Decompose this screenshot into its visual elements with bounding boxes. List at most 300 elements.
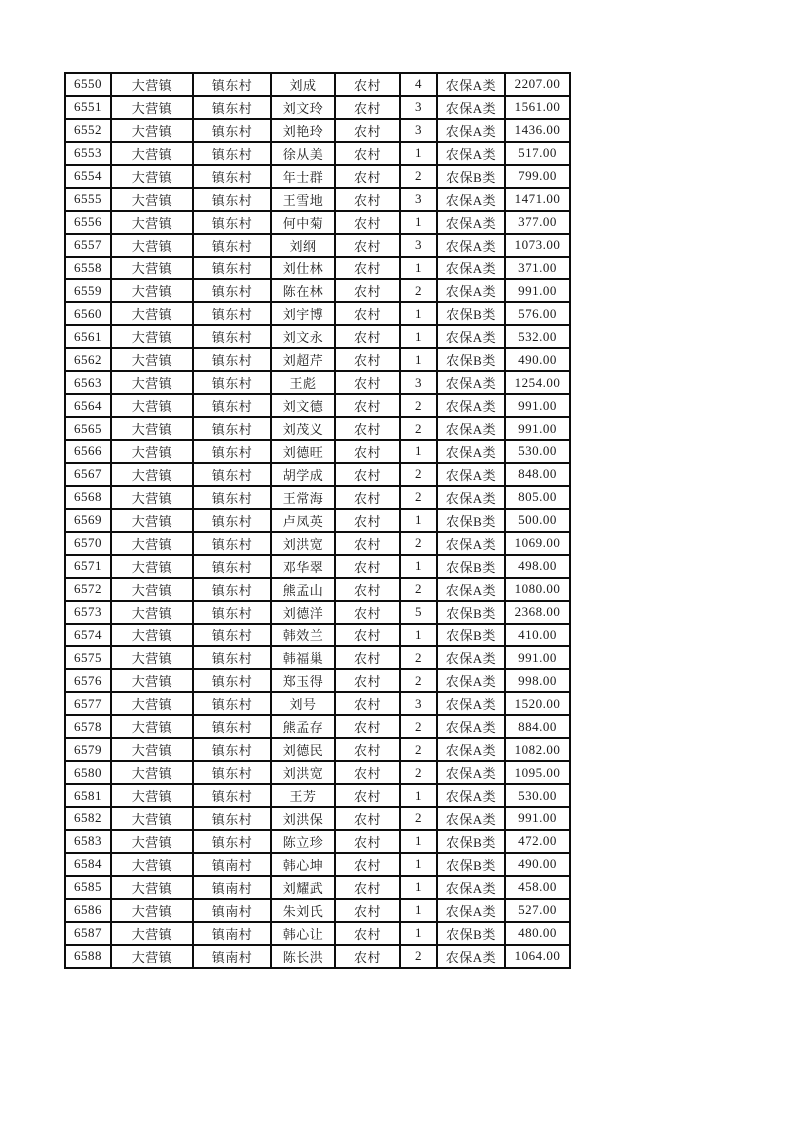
name-cell: 刘德民 (271, 738, 335, 761)
village-cell: 镇东村 (193, 371, 271, 394)
category-cell: 农保B类 (437, 555, 505, 578)
category-cell: 农保B类 (437, 165, 505, 188)
serial-cell: 6554 (65, 165, 111, 188)
village-cell: 镇东村 (193, 234, 271, 257)
village-cell: 镇东村 (193, 578, 271, 601)
residence-cell: 农村 (335, 394, 400, 417)
table-row (65, 601, 570, 624)
village-cell: 镇南村 (193, 853, 271, 876)
amount-cell: 799.00 (505, 165, 570, 188)
category-cell: 农保A类 (437, 738, 505, 761)
town-cell: 大营镇 (111, 715, 193, 738)
table-row (65, 555, 570, 578)
name-cell: 王芳 (271, 784, 335, 807)
village-cell: 镇东村 (193, 440, 271, 463)
category-cell: 农保A类 (437, 142, 505, 165)
residence-cell: 农村 (335, 715, 400, 738)
amount-cell: 1095.00 (505, 761, 570, 784)
persons-cell: 3 (400, 188, 437, 211)
category-cell: 农保B类 (437, 302, 505, 325)
residence-cell: 农村 (335, 601, 400, 624)
town-cell: 大营镇 (111, 188, 193, 211)
category-cell: 农保A类 (437, 440, 505, 463)
residence-cell: 农村 (335, 784, 400, 807)
name-cell: 陈立珍 (271, 830, 335, 853)
persons-cell: 2 (400, 279, 437, 302)
amount-cell: 1561.00 (505, 96, 570, 119)
persons-cell: 2 (400, 738, 437, 761)
name-cell: 陈在林 (271, 279, 335, 302)
amount-cell: 480.00 (505, 922, 570, 945)
category-cell: 农保A类 (437, 417, 505, 440)
name-cell: 刘纲 (271, 234, 335, 257)
category-cell: 农保A类 (437, 578, 505, 601)
amount-cell: 1064.00 (505, 945, 570, 968)
category-cell: 农保A类 (437, 188, 505, 211)
category-cell: 农保A类 (437, 211, 505, 234)
persons-cell: 5 (400, 601, 437, 624)
village-cell: 镇东村 (193, 73, 271, 96)
amount-cell: 371.00 (505, 257, 570, 280)
town-cell: 大营镇 (111, 669, 193, 692)
town-cell: 大营镇 (111, 784, 193, 807)
category-cell: 农保A类 (437, 119, 505, 142)
serial-cell: 6588 (65, 945, 111, 968)
village-cell: 镇南村 (193, 945, 271, 968)
category-cell: 农保A类 (437, 96, 505, 119)
category-cell: 农保A类 (437, 257, 505, 280)
table-row (65, 646, 570, 669)
category-cell: 农保A类 (437, 234, 505, 257)
residence-cell: 农村 (335, 371, 400, 394)
persons-cell: 2 (400, 394, 437, 417)
serial-cell: 6561 (65, 325, 111, 348)
table-row (65, 807, 570, 830)
table-row (65, 211, 570, 234)
category-cell: 农保A类 (437, 761, 505, 784)
category-cell: 农保A类 (437, 899, 505, 922)
persons-cell: 1 (400, 440, 437, 463)
village-cell: 镇东村 (193, 738, 271, 761)
amount-cell: 527.00 (505, 899, 570, 922)
serial-cell: 6551 (65, 96, 111, 119)
residence-cell: 农村 (335, 738, 400, 761)
table-row (65, 119, 570, 142)
town-cell: 大营镇 (111, 257, 193, 280)
village-cell: 镇东村 (193, 807, 271, 830)
table-row (65, 417, 570, 440)
serial-cell: 6569 (65, 509, 111, 532)
village-cell: 镇东村 (193, 692, 271, 715)
category-cell: 农保B类 (437, 922, 505, 945)
name-cell: 刘宇博 (271, 302, 335, 325)
village-cell: 镇东村 (193, 715, 271, 738)
serial-cell: 6553 (65, 142, 111, 165)
amount-cell: 517.00 (505, 142, 570, 165)
residence-cell: 农村 (335, 257, 400, 280)
town-cell: 大营镇 (111, 922, 193, 945)
table-row (65, 830, 570, 853)
table-row (65, 486, 570, 509)
persons-cell: 1 (400, 922, 437, 945)
village-cell: 镇东村 (193, 142, 271, 165)
table-row (65, 509, 570, 532)
amount-cell: 500.00 (505, 509, 570, 532)
town-cell: 大营镇 (111, 532, 193, 555)
village-cell: 镇东村 (193, 784, 271, 807)
persons-cell: 4 (400, 73, 437, 96)
serial-cell: 6557 (65, 234, 111, 257)
serial-cell: 6586 (65, 899, 111, 922)
category-cell: 农保B类 (437, 348, 505, 371)
residence-cell: 农村 (335, 188, 400, 211)
amount-cell: 377.00 (505, 211, 570, 234)
town-cell: 大营镇 (111, 211, 193, 234)
persons-cell: 2 (400, 807, 437, 830)
town-cell: 大营镇 (111, 624, 193, 647)
persons-cell: 1 (400, 853, 437, 876)
serial-cell: 6576 (65, 669, 111, 692)
amount-cell: 991.00 (505, 417, 570, 440)
category-cell: 农保B类 (437, 601, 505, 624)
name-cell: 刘号 (271, 692, 335, 715)
persons-cell: 1 (400, 830, 437, 853)
town-cell: 大营镇 (111, 486, 193, 509)
persons-cell: 1 (400, 142, 437, 165)
table-row (65, 669, 570, 692)
amount-cell: 530.00 (505, 440, 570, 463)
serial-cell: 6587 (65, 922, 111, 945)
table-row (65, 853, 570, 876)
village-cell: 镇东村 (193, 669, 271, 692)
serial-cell: 6560 (65, 302, 111, 325)
name-cell: 陈长洪 (271, 945, 335, 968)
amount-cell: 2207.00 (505, 73, 570, 96)
name-cell: 刘艳玲 (271, 119, 335, 142)
village-cell: 镇东村 (193, 417, 271, 440)
town-cell: 大营镇 (111, 73, 193, 96)
residence-cell: 农村 (335, 692, 400, 715)
category-cell: 农保A类 (437, 371, 505, 394)
table-row (65, 394, 570, 417)
amount-cell: 530.00 (505, 784, 570, 807)
table-row (65, 302, 570, 325)
village-cell: 镇南村 (193, 922, 271, 945)
residence-cell: 农村 (335, 463, 400, 486)
village-cell: 镇东村 (193, 302, 271, 325)
persons-cell: 2 (400, 669, 437, 692)
village-cell: 镇东村 (193, 509, 271, 532)
town-cell: 大营镇 (111, 601, 193, 624)
name-cell: 刘洪宽 (271, 761, 335, 784)
persons-cell: 1 (400, 899, 437, 922)
serial-cell: 6555 (65, 188, 111, 211)
town-cell: 大营镇 (111, 165, 193, 188)
residence-cell: 农村 (335, 279, 400, 302)
serial-cell: 6570 (65, 532, 111, 555)
village-cell: 镇南村 (193, 876, 271, 899)
category-cell: 农保B类 (437, 509, 505, 532)
persons-cell: 3 (400, 692, 437, 715)
serial-cell: 6573 (65, 601, 111, 624)
amount-cell: 1520.00 (505, 692, 570, 715)
persons-cell: 1 (400, 211, 437, 234)
amount-cell: 991.00 (505, 807, 570, 830)
residence-cell: 农村 (335, 348, 400, 371)
village-cell: 镇东村 (193, 463, 271, 486)
name-cell: 刘德洋 (271, 601, 335, 624)
category-cell: 农保A类 (437, 692, 505, 715)
town-cell: 大营镇 (111, 876, 193, 899)
serial-cell: 6581 (65, 784, 111, 807)
amount-cell: 532.00 (505, 325, 570, 348)
persons-cell: 2 (400, 165, 437, 188)
village-cell: 镇东村 (193, 532, 271, 555)
persons-cell: 2 (400, 715, 437, 738)
residence-cell: 农村 (335, 532, 400, 555)
village-cell: 镇东村 (193, 348, 271, 371)
category-cell: 农保A类 (437, 669, 505, 692)
village-cell: 镇东村 (193, 96, 271, 119)
name-cell: 韩效兰 (271, 624, 335, 647)
name-cell: 卢凤英 (271, 509, 335, 532)
residence-cell: 农村 (335, 555, 400, 578)
persons-cell: 1 (400, 348, 437, 371)
serial-cell: 6563 (65, 371, 111, 394)
name-cell: 刘文玲 (271, 96, 335, 119)
town-cell: 大营镇 (111, 348, 193, 371)
village-cell: 镇东村 (193, 601, 271, 624)
records-table-body (65, 73, 570, 968)
town-cell: 大营镇 (111, 830, 193, 853)
name-cell: 韩心让 (271, 922, 335, 945)
serial-cell: 6574 (65, 624, 111, 647)
village-cell: 镇东村 (193, 761, 271, 784)
town-cell: 大营镇 (111, 96, 193, 119)
table-row (65, 257, 570, 280)
table-row (65, 234, 570, 257)
town-cell: 大营镇 (111, 394, 193, 417)
persons-cell: 2 (400, 646, 437, 669)
residence-cell: 农村 (335, 646, 400, 669)
name-cell: 王常海 (271, 486, 335, 509)
amount-cell: 1073.00 (505, 234, 570, 257)
serial-cell: 6582 (65, 807, 111, 830)
serial-cell: 6571 (65, 555, 111, 578)
category-cell: 农保A类 (437, 646, 505, 669)
amount-cell: 576.00 (505, 302, 570, 325)
residence-cell: 农村 (335, 440, 400, 463)
amount-cell: 1069.00 (505, 532, 570, 555)
persons-cell: 3 (400, 96, 437, 119)
name-cell: 刘文德 (271, 394, 335, 417)
amount-cell: 1082.00 (505, 738, 570, 761)
table-row (65, 188, 570, 211)
town-cell: 大营镇 (111, 234, 193, 257)
name-cell: 徐从美 (271, 142, 335, 165)
residence-cell: 农村 (335, 853, 400, 876)
table-row (65, 876, 570, 899)
residence-cell: 农村 (335, 899, 400, 922)
amount-cell: 472.00 (505, 830, 570, 853)
name-cell: 熊孟山 (271, 578, 335, 601)
category-cell: 农保B类 (437, 624, 505, 647)
table-row (65, 532, 570, 555)
name-cell: 刘耀武 (271, 876, 335, 899)
table-row (65, 142, 570, 165)
table-row (65, 165, 570, 188)
table-row (65, 784, 570, 807)
table-row (65, 715, 570, 738)
residence-cell: 农村 (335, 876, 400, 899)
name-cell: 刘成 (271, 73, 335, 96)
table-row (65, 279, 570, 302)
category-cell: 农保A类 (437, 876, 505, 899)
table-row (65, 96, 570, 119)
name-cell: 邓华翠 (271, 555, 335, 578)
serial-cell: 6567 (65, 463, 111, 486)
village-cell: 镇东村 (193, 486, 271, 509)
town-cell: 大营镇 (111, 325, 193, 348)
persons-cell: 2 (400, 486, 437, 509)
persons-cell: 1 (400, 555, 437, 578)
town-cell: 大营镇 (111, 761, 193, 784)
serial-cell: 6584 (65, 853, 111, 876)
category-cell: 农保A类 (437, 784, 505, 807)
persons-cell: 2 (400, 761, 437, 784)
serial-cell: 6556 (65, 211, 111, 234)
name-cell: 刘超芹 (271, 348, 335, 371)
name-cell: 刘仕林 (271, 257, 335, 280)
name-cell: 胡学成 (271, 463, 335, 486)
persons-cell: 2 (400, 532, 437, 555)
residence-cell: 农村 (335, 96, 400, 119)
amount-cell: 805.00 (505, 486, 570, 509)
name-cell: 何中菊 (271, 211, 335, 234)
town-cell: 大营镇 (111, 945, 193, 968)
town-cell: 大营镇 (111, 302, 193, 325)
name-cell: 刘德旺 (271, 440, 335, 463)
persons-cell: 3 (400, 371, 437, 394)
persons-cell: 1 (400, 876, 437, 899)
category-cell: 农保A类 (437, 486, 505, 509)
amount-cell: 1254.00 (505, 371, 570, 394)
town-cell: 大营镇 (111, 646, 193, 669)
category-cell: 农保A类 (437, 807, 505, 830)
persons-cell: 1 (400, 325, 437, 348)
table-row (65, 761, 570, 784)
category-cell: 农保A类 (437, 73, 505, 96)
residence-cell: 农村 (335, 578, 400, 601)
amount-cell: 410.00 (505, 624, 570, 647)
town-cell: 大营镇 (111, 807, 193, 830)
serial-cell: 6577 (65, 692, 111, 715)
residence-cell: 农村 (335, 325, 400, 348)
town-cell: 大营镇 (111, 440, 193, 463)
serial-cell: 6559 (65, 279, 111, 302)
residence-cell: 农村 (335, 830, 400, 853)
town-cell: 大营镇 (111, 463, 193, 486)
serial-cell: 6566 (65, 440, 111, 463)
amount-cell: 490.00 (505, 348, 570, 371)
town-cell: 大营镇 (111, 578, 193, 601)
residence-cell: 农村 (335, 669, 400, 692)
village-cell: 镇东村 (193, 211, 271, 234)
town-cell: 大营镇 (111, 509, 193, 532)
name-cell: 刘文永 (271, 325, 335, 348)
village-cell: 镇东村 (193, 394, 271, 417)
amount-cell: 991.00 (505, 394, 570, 417)
persons-cell: 2 (400, 945, 437, 968)
serial-cell: 6572 (65, 578, 111, 601)
persons-cell: 1 (400, 624, 437, 647)
name-cell: 王雪地 (271, 188, 335, 211)
category-cell: 农保A类 (437, 279, 505, 302)
table-row (65, 578, 570, 601)
residence-cell: 农村 (335, 486, 400, 509)
residence-cell: 农村 (335, 509, 400, 532)
category-cell: 农保A类 (437, 463, 505, 486)
amount-cell: 2368.00 (505, 601, 570, 624)
name-cell: 朱刘氏 (271, 899, 335, 922)
town-cell: 大营镇 (111, 555, 193, 578)
serial-cell: 6562 (65, 348, 111, 371)
table-row (65, 922, 570, 945)
table-row (65, 73, 570, 96)
name-cell: 年士群 (271, 165, 335, 188)
amount-cell: 1471.00 (505, 188, 570, 211)
town-cell: 大营镇 (111, 142, 193, 165)
town-cell: 大营镇 (111, 417, 193, 440)
category-cell: 农保B类 (437, 830, 505, 853)
category-cell: 农保A类 (437, 394, 505, 417)
persons-cell: 1 (400, 257, 437, 280)
residence-cell: 农村 (335, 302, 400, 325)
amount-cell: 458.00 (505, 876, 570, 899)
village-cell: 镇东村 (193, 624, 271, 647)
serial-cell: 6583 (65, 830, 111, 853)
serial-cell: 6580 (65, 761, 111, 784)
residence-cell: 农村 (335, 165, 400, 188)
category-cell: 农保A类 (437, 532, 505, 555)
persons-cell: 2 (400, 417, 437, 440)
town-cell: 大营镇 (111, 853, 193, 876)
amount-cell: 991.00 (505, 279, 570, 302)
serial-cell: 6565 (65, 417, 111, 440)
serial-cell: 6579 (65, 738, 111, 761)
category-cell: 农保A类 (437, 945, 505, 968)
village-cell: 镇东村 (193, 830, 271, 853)
serial-cell: 6564 (65, 394, 111, 417)
table-row (65, 325, 570, 348)
town-cell: 大营镇 (111, 899, 193, 922)
persons-cell: 1 (400, 509, 437, 532)
name-cell: 刘洪宽 (271, 532, 335, 555)
name-cell: 王彪 (271, 371, 335, 394)
table-row (65, 899, 570, 922)
table-row (65, 945, 570, 968)
serial-cell: 6550 (65, 73, 111, 96)
persons-cell: 1 (400, 302, 437, 325)
residence-cell: 农村 (335, 761, 400, 784)
table-row (65, 738, 570, 761)
serial-cell: 6552 (65, 119, 111, 142)
amount-cell: 884.00 (505, 715, 570, 738)
amount-cell: 498.00 (505, 555, 570, 578)
persons-cell: 2 (400, 578, 437, 601)
residence-cell: 农村 (335, 211, 400, 234)
serial-cell: 6558 (65, 257, 111, 280)
